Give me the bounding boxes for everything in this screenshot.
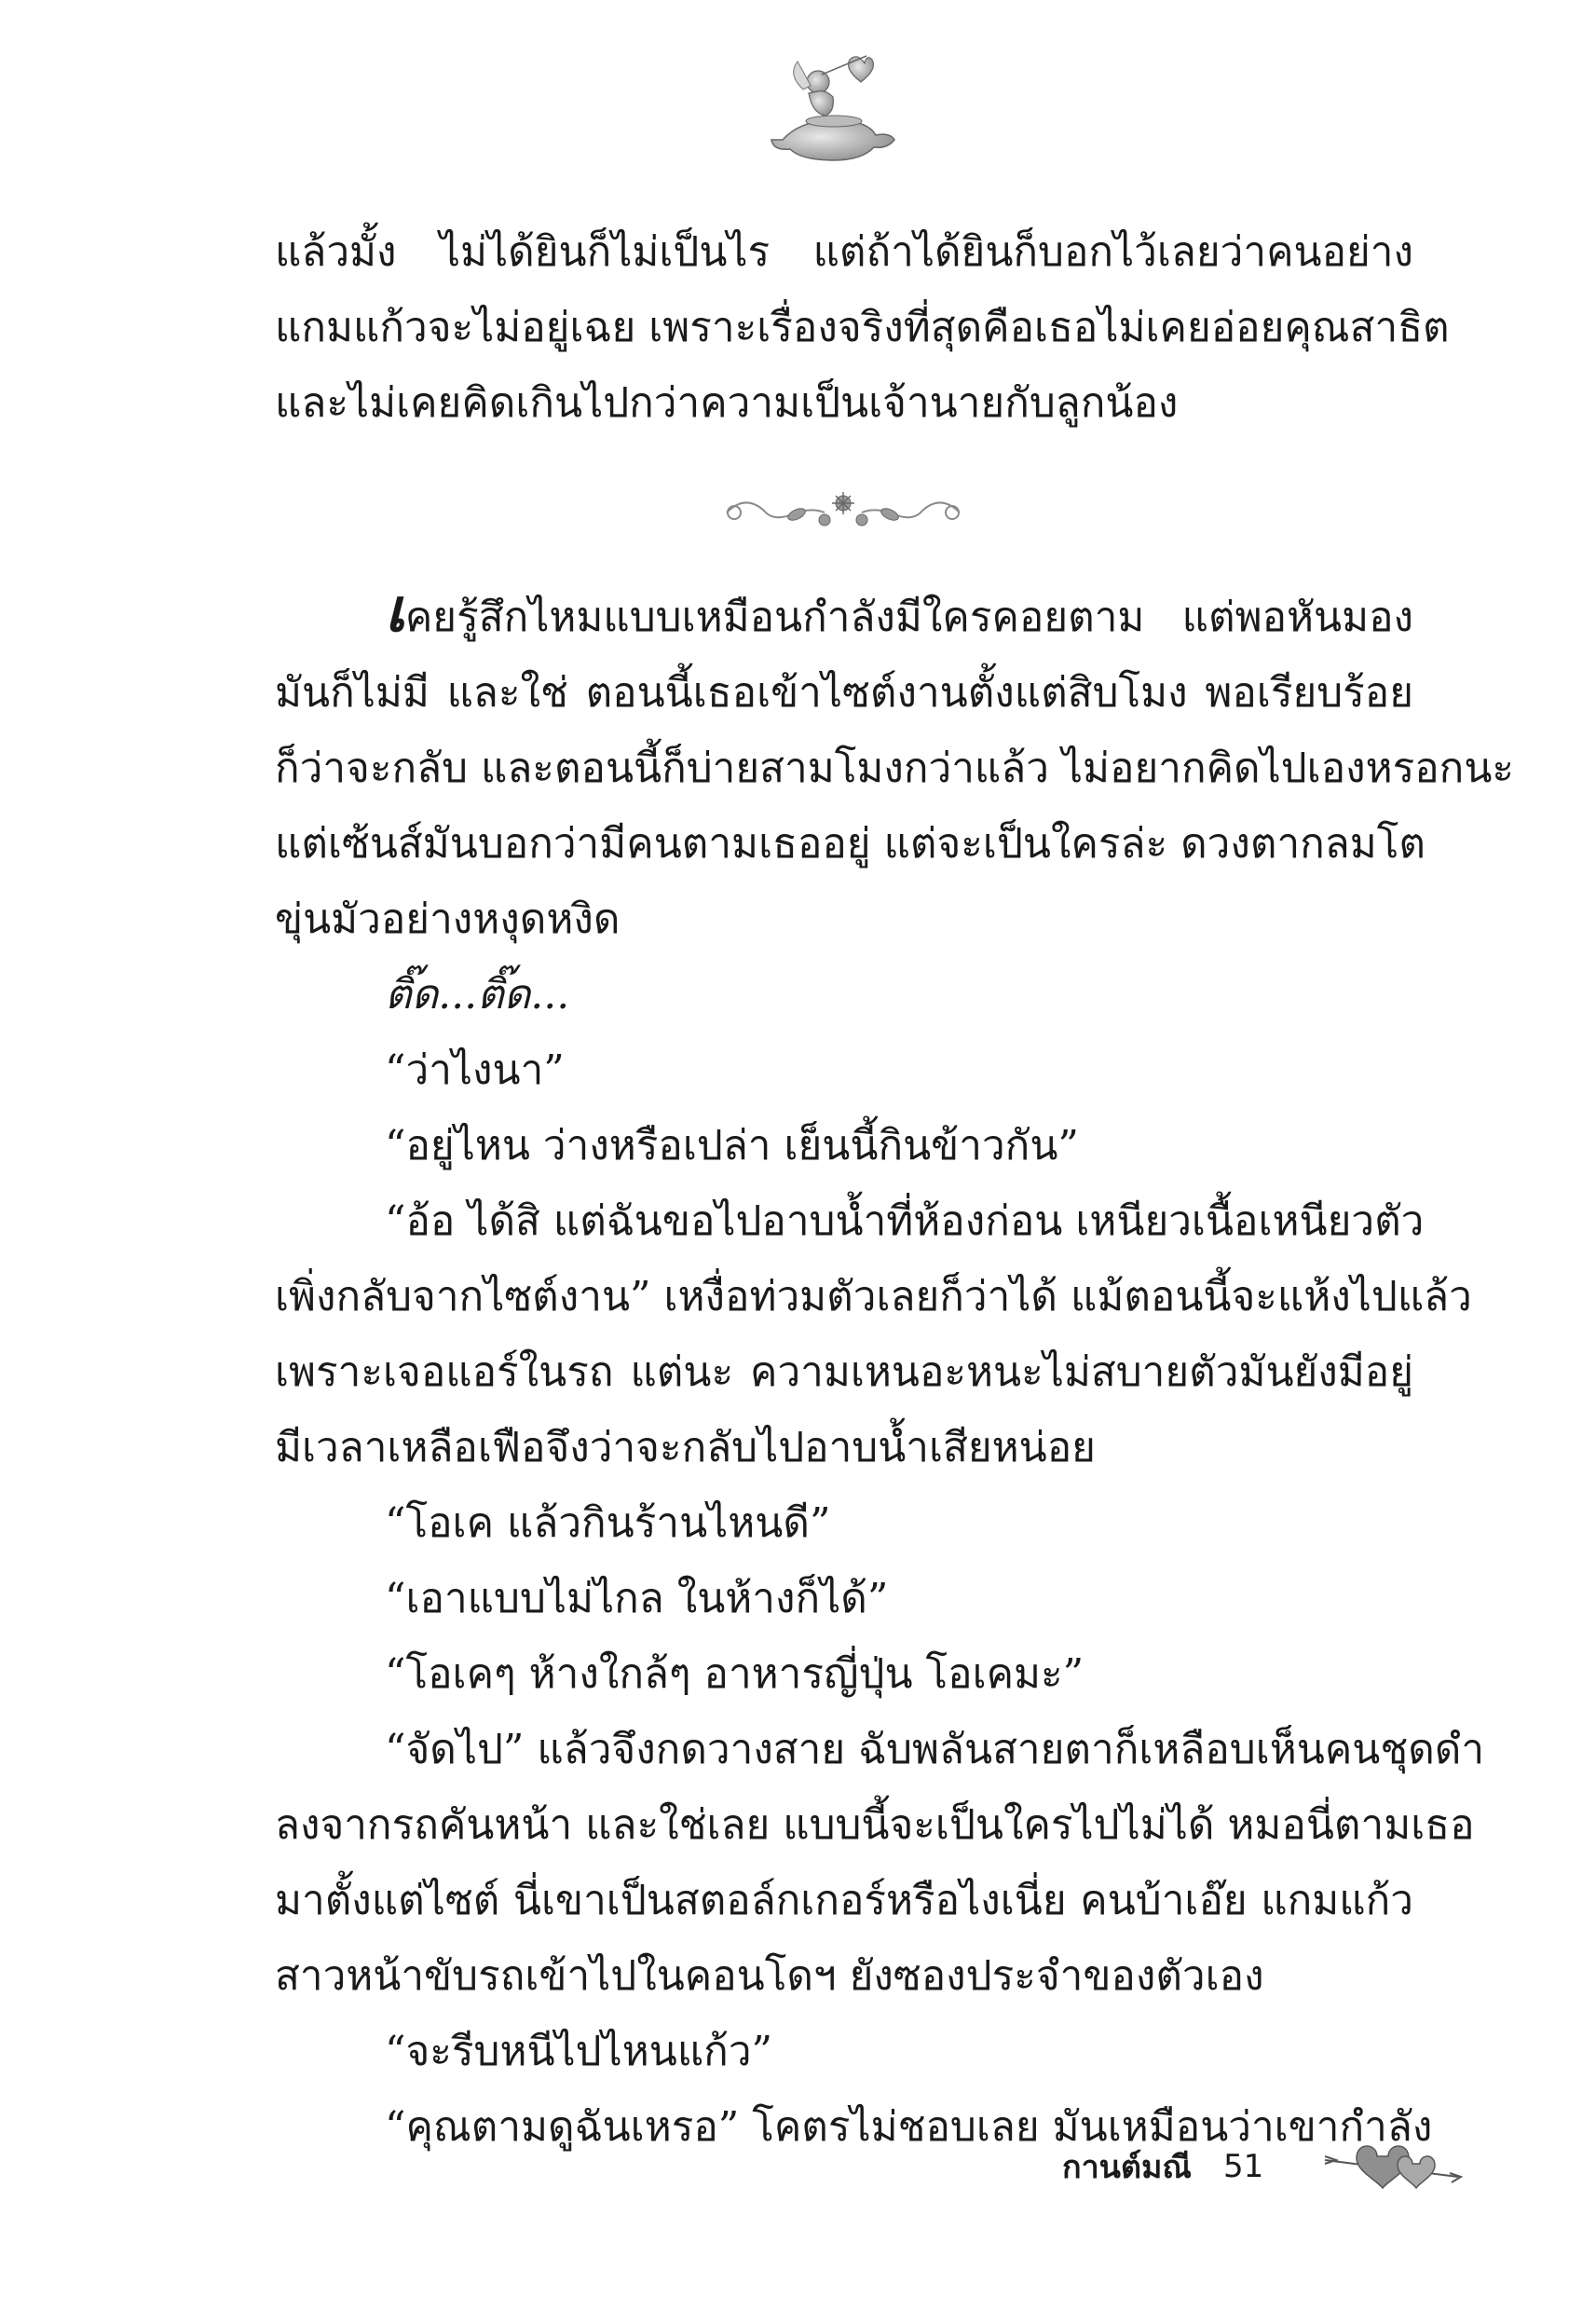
author-name: กานต์มณี — [1062, 2149, 1192, 2186]
text-line: แต่เซ้นส์มันบอกว่ามีคนตามเธออยู่ แต่จะเป็นใครล่ะ ดวงตากลมโต — [275, 820, 1425, 868]
sound-effect: ติ๊ด...ติ๊ด... — [385, 971, 570, 1019]
opening-line-text: คยรู้สึกไหมแบบเหมือนกำลังมีใครคอยตาม แต่พอหันมอง — [404, 594, 1413, 641]
text-line: ขุ่นมัวอย่างหงุดหงิด — [275, 896, 621, 943]
text-line: “คุณตามดูฉันเหรอ” โคตรไม่ชอบเลย มันเหมือนว่าเขากำลัง — [385, 2103, 1433, 2151]
text-line: “อ้อ ได้สิ แต่ฉันขอไปอาบน้ำที่ห้องก่อน เหนียวเนื้อเหนียวตัว — [385, 1197, 1425, 1245]
top-paragraph — [275, 214, 1450, 441]
text-line: ก็ว่าจะกลับ และตอนนี้ก็บ่ายสามโมงกว่าแล้ว ไม่อยากคิดไปเองหรอกนะ — [275, 745, 1515, 792]
text-line: มีเวลาเหลือเฟือจึงว่าจะกลับไปอาบน้ำเสียหน่อย — [275, 1424, 1096, 1471]
dialogue-line: “ว่าไงนา” — [385, 1046, 565, 1094]
text-line: เพิ่งกลับจากไซต์งาน” เหงื่อท่วมตัวเลยก็ว่าได้ แม้ตอนนี้จะแห้งไปแล้ว — [275, 1273, 1472, 1320]
main-section — [275, 576, 1515, 2165]
text-line: มาตั้งแต่ไซต์ นี่เขาเป็นสตอล์กเกอร์หรือไงเนี่ย คนบ้าเอ๊ย แกมแก้ว — [275, 1877, 1413, 1924]
opening-line — [275, 576, 1413, 655]
dialogue-line: “จะรีบหนีไปไหนแก้ว” — [385, 2028, 773, 2075]
text-line: มันก็ไม่มี และใช่ ตอนนี้เธอเข้าไซต์งานตั้งแต่สิบโมง พอเรียบร้อย — [275, 669, 1413, 717]
text-line: และไม่เคยคิดเกินไปกว่าความเป็นเจ้านายกับลูกน้อง — [275, 379, 1179, 427]
text-line: “จัดไป” แล้วจึงกดวางสาย ฉับพลันสายตาก็เหลือบเห็นคนชุดดำ — [385, 1726, 1485, 1773]
hearts-arrow-icon — [1323, 2132, 1463, 2199]
dialogue-line: “อยู่ไหน ว่างหรือเปล่า เย็นนี้กินข้าวกัน” — [385, 1122, 1079, 1169]
dialogue-line: “โอเค แล้วกินร้านไหนดี” — [385, 1499, 831, 1547]
drop-cap: เ — [385, 576, 405, 646]
dialogue-line: “โอเคๆ ห้างใกล้ๆ อาหารญี่ปุ่น โอเคมะ” — [385, 1650, 1084, 1698]
text-line: แกมแก้วจะไม่อยู่เฉย เพราะเรื่องจริงที่สุดคือเธอไม่เคยอ่อยคุณสาธิต — [275, 304, 1450, 351]
text-line: แล้วมั้ง ไม่ได้ยินก็ไม่เป็นไร แต่ถ้าได้ยินก็บอกไว้เลยว่าคนอย่าง — [275, 228, 1413, 276]
page-footer — [1062, 2139, 1263, 2195]
dialogue-line: “เอาแบบไม่ไกล ในห้างก็ได้” — [385, 1575, 889, 1622]
text-line: ลงจากรถคันหน้า และใช่เลย แบบนี้จะเป็นใครไปไม่ได้ หมอนี่ตามเธอ — [275, 1801, 1475, 1849]
cupid-teapot-ornament-icon — [764, 47, 904, 168]
text-line: เพราะเจอแอร์ในรถ แต่นะ ความเหนอะหนะไม่สบายตัวมันยังมีอยู่ — [275, 1348, 1413, 1396]
page-number: 51 — [1222, 2148, 1264, 2185]
floral-divider-icon — [708, 475, 978, 550]
text-line: สาวหน้าขับรถเข้าไปในคอนโดฯ ยังซองประจำของตัวเอง — [275, 1952, 1264, 2000]
